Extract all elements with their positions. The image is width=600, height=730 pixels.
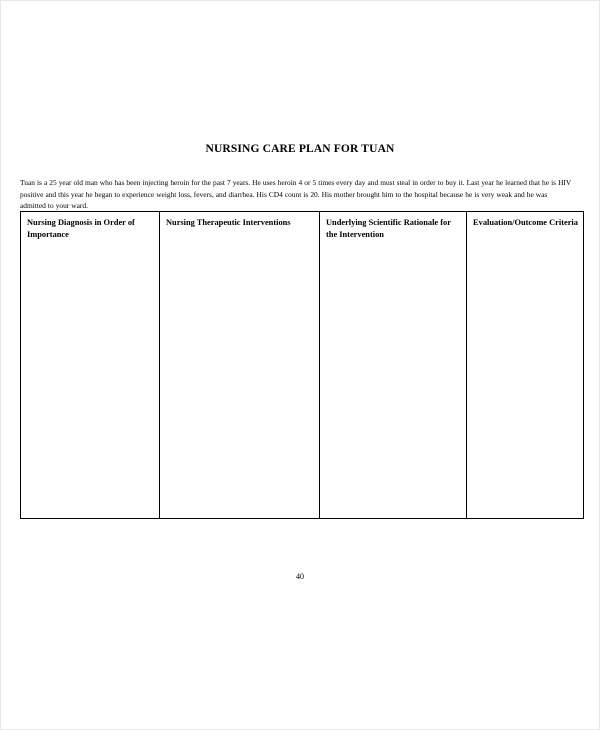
column-header-scientific-rationale: Underlying Scientific Rationale for the Intervention [326,218,451,239]
table-cell-evaluation-criteria[interactable] [473,229,578,239]
column-header-evaluation-criteria: Evaluation/Outcome Criteria [473,218,578,227]
column-header-therapeutic-interventions: Nursing Therapeutic Interventions [166,218,291,227]
table-column-therapeutic-interventions [160,212,320,518]
table-cell-scientific-rationale[interactable] [326,240,461,250]
nursing-care-plan-table [20,211,584,519]
table-column-scientific-rationale [320,212,467,518]
page-title: NURSING CARE PLAN FOR TUAN [205,143,395,155]
page-number: 40 [296,572,304,581]
table-column-nursing-diagnosis [21,212,160,518]
table-column-evaluation-criteria [467,212,583,518]
case-study-paragraph: Tuan is a 25 year old man who has been injecting heroin for the past 7 years. He uses heroin 4 or 5 times every day and must steal in order to buy it. Last year he learned that he is HIV positive and this year he began to experience weight loss, fevers, and diarrhea. His CD4 count is 20. His mother brought him to the hospital because he is very weak and he was admitted to your ward. [20,178,572,210]
column-header-nursing-diagnosis: Nursing Diagnosis in Order of Importance [27,218,135,239]
table-cell-nursing-diagnosis[interactable] [27,240,154,250]
table-cell-therapeutic-interventions[interactable] [166,229,314,239]
